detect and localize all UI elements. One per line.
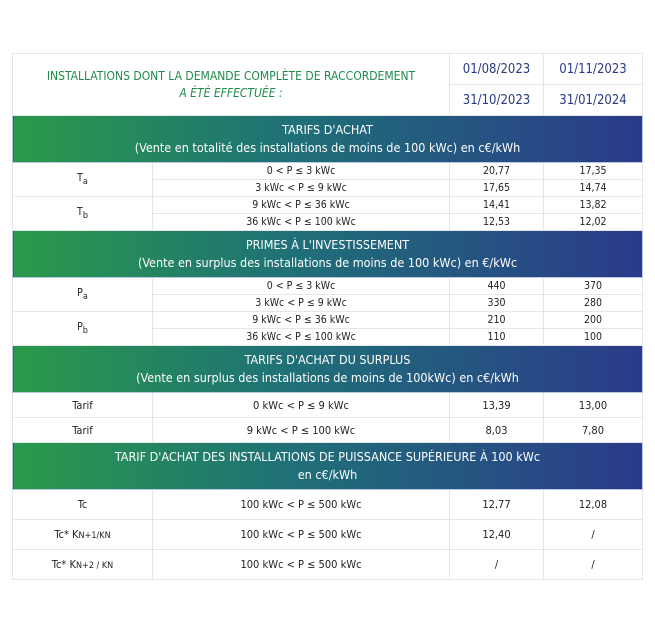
value-period-1: 17,65 [450,180,544,197]
value-period-2: 17,35 [544,163,643,180]
title-line-2: A ÉTÉ EFFECTUÉE : [179,85,283,100]
value-period-1: 210 [450,312,544,329]
row-label-main: Tc [77,498,88,511]
power-range: 9 kWc < P ≤ 100 kWc [153,418,450,443]
value-period-1: / [450,550,544,580]
row-label [13,490,153,520]
power-range: 0 kWc < P ≤ 9 kWc [153,393,450,418]
col2-start: 01/11/2023 [544,54,643,85]
section-subtitle: (Vente en surplus des installations de moins de 100kWc) en c€/kWh [136,370,519,385]
row-label-main: Tc* K [54,528,79,541]
table-row [13,163,643,180]
group-label-main: T [77,205,83,218]
section-title [13,443,643,490]
row-label-small: N+2 / KN [75,561,114,571]
value-period-1: 12,40 [450,520,544,550]
group-label-sub: b [82,326,88,337]
table-row [13,520,643,550]
group-label-main: T [77,171,83,184]
power-range: 9 kWc < P ≤ 36 kWc [153,312,450,329]
value-period-1: 20,77 [450,163,544,180]
row-label [13,520,153,550]
table-row [13,490,643,520]
section-title [13,116,643,163]
row-label-main: Tc* K [51,558,76,571]
section-subtitle: (Vente en totalité des installations de moins de 100 kWc) en c€/kWh [134,140,521,155]
power-range: 36 kWc < P ≤ 100 kWc [153,329,450,346]
value-period-2: 100 [544,329,643,346]
section-title [13,346,643,393]
row-label [13,393,153,418]
power-range: 0 < P ≤ 3 kWc [153,278,450,295]
value-period-2: 14,74 [544,180,643,197]
section-header [13,116,643,163]
value-period-2: / [544,520,643,550]
value-period-1: 330 [450,295,544,312]
group-label-sub: a [82,292,88,303]
table-row [13,312,643,329]
power-range: 3 kWc < P ≤ 9 kWc [153,180,450,197]
tariff-table [12,53,643,580]
section-title-text: TARIF D'ACHAT DES INSTALLATIONS DE PUISSANCE SUPÉRIEURE À 100 kWc [114,449,541,464]
value-period-1: 110 [450,329,544,346]
group-label-sub: b [82,211,88,222]
table-row [13,278,643,295]
group-label [13,278,153,312]
row-label [13,550,153,580]
value-period-2: 12,02 [544,214,643,231]
power-range: 36 kWc < P ≤ 100 kWc [153,214,450,231]
tariff-table-container [12,53,642,580]
value-period-1: 8,03 [450,418,544,443]
value-period-1: 12,77 [450,490,544,520]
group-label [13,197,153,231]
power-range: 100 kWc < P ≤ 500 kWc [153,490,450,520]
value-period-2: 13,00 [544,393,643,418]
value-period-1: 440 [450,278,544,295]
table-row [13,550,643,580]
row-label-main: Tarif [72,423,93,437]
header-title [13,54,450,116]
row-label-main: Tarif [72,398,93,412]
group-label-main: P [77,320,83,333]
value-period-2: 13,82 [544,197,643,214]
power-range: 100 kWc < P ≤ 500 kWc [153,520,450,550]
power-range: 3 kWc < P ≤ 9 kWc [153,295,450,312]
group-label [13,312,153,346]
section-header [13,231,643,278]
value-period-2: 7,80 [544,418,643,443]
col2-end: 31/01/2024 [544,85,643,116]
section-subtitle: en c€/kWh [297,467,358,482]
value-period-1: 13,39 [450,393,544,418]
value-period-1: 12,53 [450,214,544,231]
value-period-2: 370 [544,278,643,295]
section-title-text: TARIFS D'ACHAT [282,122,373,137]
value-period-2: / [544,550,643,580]
table-row [13,393,643,418]
power-range: 0 < P ≤ 3 kWc [153,163,450,180]
section-header [13,346,643,393]
value-period-2: 200 [544,312,643,329]
value-period-1: 14,41 [450,197,544,214]
power-range: 9 kWc < P ≤ 36 kWc [153,197,450,214]
row-label [13,418,153,443]
table-row [13,197,643,214]
group-label-main: P [77,286,83,299]
row-label-small: N+1/KN [78,531,111,541]
value-period-2: 12,08 [544,490,643,520]
table-row [13,418,643,443]
section-title [13,231,643,278]
section-title-text: PRIMES À L'INVESTISSEMENT [245,237,410,252]
title-line-1: INSTALLATIONS DONT LA DEMANDE COMPLÈTE DE RACCORDEMENT [46,68,416,83]
value-period-2: 280 [544,295,643,312]
power-range: 100 kWc < P ≤ 500 kWc [153,550,450,580]
group-label-sub: a [82,177,88,188]
section-subtitle: (Vente en surplus des installations de moins de 100 kWc) en €/kWc [137,255,518,270]
col1-start: 01/08/2023 [450,54,544,85]
group-label [13,163,153,197]
section-title-text: TARIFS D'ACHAT DU SURPLUS [244,352,411,367]
col1-end: 31/10/2023 [450,85,544,116]
section-header [13,443,643,490]
